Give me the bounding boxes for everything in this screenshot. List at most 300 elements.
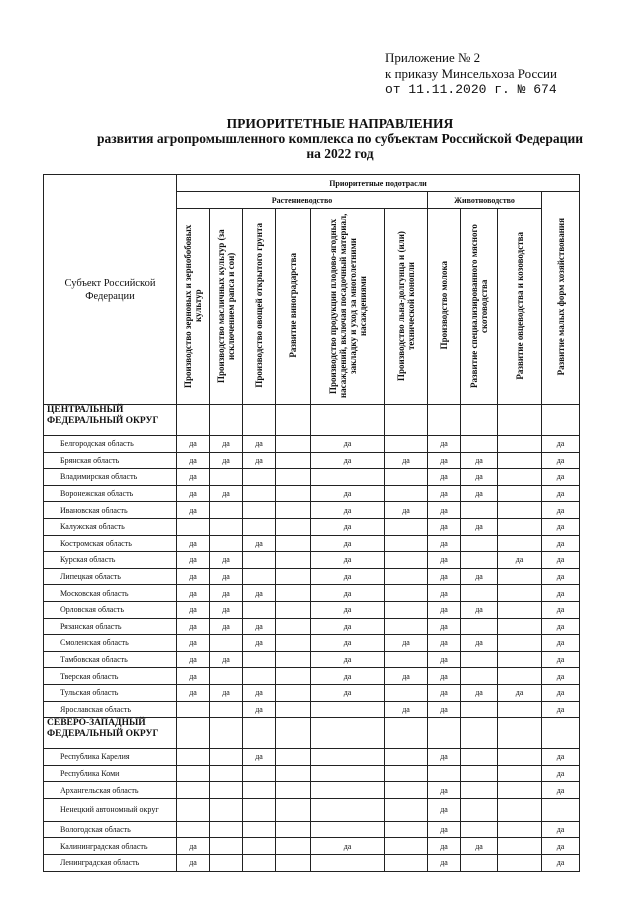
column-header-6	[385, 209, 428, 405]
priority-cell	[498, 469, 542, 486]
priority-cell	[276, 502, 311, 519]
empty-cell	[276, 718, 311, 749]
priority-cell: да	[311, 502, 385, 519]
column-label-9: Развитие овцеводства и козоводства	[514, 231, 525, 380]
priority-cell	[498, 749, 542, 766]
priority-cell	[498, 452, 542, 469]
priority-cell	[177, 798, 210, 821]
priority-cell	[210, 518, 243, 535]
priority-cell	[461, 585, 498, 602]
table-row	[44, 749, 580, 766]
priority-cell: да	[542, 651, 580, 668]
priority-cell: да	[177, 552, 210, 569]
table-row	[44, 618, 580, 635]
priority-cell	[428, 765, 461, 782]
priority-cell	[243, 798, 276, 821]
column-label-5: Производство продукции плодово-ягодных насаждений, включая посадочный материал, закладку и уход за многолетними насаждениями	[327, 213, 368, 398]
priority-cell: да	[243, 635, 276, 652]
region-name: Липецкая область	[44, 568, 177, 585]
column-label-6: Производство льна-долгунца и (или) технической конопли	[396, 230, 416, 381]
subject-header: Субъект Российской Федерации	[64, 277, 156, 302]
region-name: Смоленская область	[44, 635, 177, 652]
priority-cell	[498, 601, 542, 618]
priority-cell	[542, 798, 580, 821]
priority-cell: да	[461, 469, 498, 486]
empty-cell	[210, 405, 243, 436]
priority-cell: да	[542, 782, 580, 799]
priority-cell: да	[542, 452, 580, 469]
priority-cell	[385, 765, 428, 782]
priority-cell	[498, 568, 542, 585]
column-header-10	[542, 192, 580, 405]
priority-cell	[385, 855, 428, 872]
priority-cell	[276, 668, 311, 685]
priority-cell	[210, 782, 243, 799]
empty-cell	[177, 405, 210, 436]
priority-cell	[210, 749, 243, 766]
priority-cell: да	[461, 684, 498, 701]
priority-cell: да	[542, 502, 580, 519]
priority-cell	[276, 601, 311, 618]
priority-cell	[498, 782, 542, 799]
region-name: Ярославская область	[44, 701, 177, 718]
priority-cell	[243, 765, 276, 782]
priority-cell: да	[461, 601, 498, 618]
priority-cell: да	[428, 838, 461, 855]
priority-cell: да	[311, 838, 385, 855]
region-name: Курская область	[44, 552, 177, 569]
priority-cell: да	[542, 585, 580, 602]
priority-cell: да	[210, 601, 243, 618]
table-row	[44, 518, 580, 535]
priority-cell: да	[210, 585, 243, 602]
priority-cell: да	[461, 838, 498, 855]
column-label-4: Развитие виноградарства	[288, 253, 298, 358]
district-row	[44, 718, 580, 749]
region-name: Ненецкий автономный округ	[44, 798, 177, 821]
priority-cell	[498, 618, 542, 635]
priority-cell	[498, 585, 542, 602]
priority-cell	[243, 855, 276, 872]
priority-cell: да	[311, 518, 385, 535]
district-name: СЕВЕРО-ЗАПАДНЫЙ ФЕДЕРАЛЬНЫЙ ОКРУГ	[44, 718, 177, 749]
priority-cell	[498, 765, 542, 782]
priority-cell: да	[428, 651, 461, 668]
priority-cell: да	[177, 601, 210, 618]
document-title	[60, 116, 620, 161]
priority-cell: да	[428, 635, 461, 652]
region-name: Тульская область	[44, 684, 177, 701]
priority-cell	[210, 469, 243, 486]
priority-cell	[243, 518, 276, 535]
priority-cell: да	[243, 452, 276, 469]
appendix-line-2: к приказу Минсельхоза России	[385, 66, 557, 81]
priority-cell: да	[243, 436, 276, 453]
table-row	[44, 452, 580, 469]
empty-cell	[210, 718, 243, 749]
priority-cell: да	[461, 635, 498, 652]
region-name: Ленинградская область	[44, 855, 177, 872]
region-name: Рязанская область	[44, 618, 177, 635]
priority-cell	[276, 684, 311, 701]
priority-cell: да	[542, 601, 580, 618]
priority-cell: да	[428, 855, 461, 872]
priority-cell: да	[542, 668, 580, 685]
column-label-2: Производство масличных культур (за исключением рапса и сои)	[216, 228, 236, 383]
region-name: Республика Коми	[44, 765, 177, 782]
priority-cell: да	[311, 452, 385, 469]
appendix-line-1: Приложение № 2	[385, 50, 481, 65]
crop-header: Растениеводство	[177, 192, 428, 209]
column-header-3	[243, 209, 276, 405]
empty-cell	[542, 718, 580, 749]
priority-cell: да	[311, 618, 385, 635]
priority-cell	[461, 855, 498, 872]
priority-cell: да	[311, 651, 385, 668]
priority-cell: да	[177, 452, 210, 469]
column-label-3: Производство овощей открытого грунта	[254, 223, 264, 388]
priority-cell	[276, 838, 311, 855]
priority-cell	[385, 618, 428, 635]
priority-cell	[276, 535, 311, 552]
priority-cell: да	[428, 552, 461, 569]
priority-cell: да	[461, 452, 498, 469]
priority-cell	[461, 436, 498, 453]
table-row	[44, 651, 580, 668]
priority-cell	[385, 782, 428, 799]
priority-cell: да	[542, 684, 580, 701]
priority-cell	[243, 651, 276, 668]
priority-cell	[461, 821, 498, 838]
priority-cell: да	[177, 684, 210, 701]
priority-cell: да	[428, 585, 461, 602]
empty-cell	[461, 405, 498, 436]
priority-cell: да	[428, 452, 461, 469]
table-row	[44, 552, 580, 569]
priority-cell: да	[177, 436, 210, 453]
priority-cell	[276, 821, 311, 838]
priority-cell: да	[210, 684, 243, 701]
priority-cell: да	[542, 635, 580, 652]
region-name: Республика Карелия	[44, 749, 177, 766]
priority-cell	[243, 782, 276, 799]
priority-cell	[498, 668, 542, 685]
column-header-2	[210, 209, 243, 405]
priority-cell	[210, 765, 243, 782]
priority-cell	[276, 585, 311, 602]
priority-cell	[177, 701, 210, 718]
priority-cell: да	[177, 618, 210, 635]
district-name: ЦЕНТРАЛЬНЫЙ ФЕДЕРАЛЬНЫЙ ОКРУГ	[44, 405, 177, 436]
priority-cell: да	[461, 485, 498, 502]
priority-cell	[498, 502, 542, 519]
title-line-2: развития агропромышленного комплекса по субъектам Российской Федерации	[96, 131, 584, 146]
priority-cell	[276, 518, 311, 535]
priority-cell	[210, 821, 243, 838]
priority-cell	[461, 749, 498, 766]
region-name: Калужская область	[44, 518, 177, 535]
priority-cell: да	[311, 635, 385, 652]
priority-cell: да	[542, 535, 580, 552]
priority-cell	[276, 485, 311, 502]
region-name: Вологодская область	[44, 821, 177, 838]
priority-cell: да	[428, 518, 461, 535]
priority-cell	[461, 552, 498, 569]
table-row	[44, 635, 580, 652]
priority-cell	[385, 568, 428, 585]
title-line-3: на 2022 год	[306, 146, 374, 161]
priority-cell: да	[311, 568, 385, 585]
priority-cell: да	[542, 568, 580, 585]
priority-cell: да	[177, 485, 210, 502]
table-row	[44, 838, 580, 855]
priority-cell: да	[311, 552, 385, 569]
priority-cell	[243, 821, 276, 838]
region-name: Калининградская область	[44, 838, 177, 855]
priority-cell	[311, 469, 385, 486]
empty-cell	[243, 718, 276, 749]
appendix-line-3: от 11.11.2020 г. № 674	[385, 82, 557, 97]
empty-cell	[498, 718, 542, 749]
priority-cell	[243, 668, 276, 685]
table-row	[44, 782, 580, 799]
priority-cell	[276, 798, 311, 821]
region-name: Архангельская область	[44, 782, 177, 799]
empty-cell	[385, 718, 428, 749]
priority-cell	[276, 635, 311, 652]
table-row	[44, 585, 580, 602]
column-label-10: Развитие малых форм хозяйствования	[555, 218, 566, 376]
region-name: Костромская область	[44, 535, 177, 552]
priority-cell: да	[177, 838, 210, 855]
priority-cell	[276, 749, 311, 766]
priority-cell	[276, 469, 311, 486]
table-row	[44, 502, 580, 519]
priority-cell	[177, 749, 210, 766]
priority-cell: да	[311, 436, 385, 453]
priority-cell	[243, 502, 276, 519]
priority-cell	[276, 782, 311, 799]
priority-cell	[311, 782, 385, 799]
priority-cell: да	[311, 668, 385, 685]
empty-cell	[498, 405, 542, 436]
priority-cell	[498, 701, 542, 718]
priority-cell: да	[385, 502, 428, 519]
empty-cell	[177, 718, 210, 749]
column-header-8	[461, 209, 498, 405]
priority-cell: да	[177, 855, 210, 872]
priority-cell: да	[177, 469, 210, 486]
priority-cell	[498, 635, 542, 652]
region-name: Воронежская область	[44, 485, 177, 502]
region-name: Тамбовская область	[44, 651, 177, 668]
priority-cell: да	[243, 684, 276, 701]
priority-cell	[276, 436, 311, 453]
priority-cell	[243, 485, 276, 502]
priority-cell	[385, 535, 428, 552]
priority-cell	[311, 821, 385, 838]
priority-cell: да	[210, 552, 243, 569]
priority-cell	[385, 651, 428, 668]
priority-cell	[498, 838, 542, 855]
priority-cell	[461, 618, 498, 635]
table-row	[44, 701, 580, 718]
priority-cell: да	[311, 485, 385, 502]
priority-cell: да	[542, 518, 580, 535]
priority-cell	[243, 552, 276, 569]
priority-cell: да	[428, 821, 461, 838]
priority-cell: да	[385, 701, 428, 718]
priority-cell	[311, 765, 385, 782]
priority-cell	[385, 585, 428, 602]
priority-cell: да	[177, 568, 210, 585]
priority-cell: да	[542, 821, 580, 838]
priority-cell: да	[210, 452, 243, 469]
priority-cell	[243, 568, 276, 585]
priority-cell	[177, 518, 210, 535]
priority-cell	[461, 701, 498, 718]
priority-cell	[243, 838, 276, 855]
priority-cell	[385, 749, 428, 766]
priority-cell	[276, 618, 311, 635]
priority-cell	[461, 668, 498, 685]
priority-cell	[385, 821, 428, 838]
priority-cell: да	[542, 469, 580, 486]
priority-cell	[210, 535, 243, 552]
priority-cell: да	[428, 668, 461, 685]
priority-cell	[177, 765, 210, 782]
table-row	[44, 684, 580, 701]
priority-cell: да	[542, 436, 580, 453]
table-row	[44, 535, 580, 552]
empty-cell	[428, 405, 461, 436]
priority-cell	[210, 502, 243, 519]
priority-cell	[385, 798, 428, 821]
empty-cell	[311, 718, 385, 749]
livestock-header: Животноводство	[428, 192, 542, 209]
priority-cell	[210, 855, 243, 872]
priority-cell	[276, 765, 311, 782]
region-name: Ивановская область	[44, 502, 177, 519]
priority-cell	[243, 469, 276, 486]
priority-cell	[276, 651, 311, 668]
column-label-8: Развитие специализированного мясного скотоводства	[469, 223, 489, 388]
priority-cell: да	[542, 765, 580, 782]
priority-cell	[461, 782, 498, 799]
subject-header-cell	[44, 175, 177, 405]
priority-cell: да	[385, 668, 428, 685]
column-header-5	[311, 209, 385, 405]
priority-cell: да	[177, 668, 210, 685]
priority-cell	[385, 838, 428, 855]
priority-cell	[385, 436, 428, 453]
priority-cell	[385, 684, 428, 701]
priority-cell: да	[210, 618, 243, 635]
empty-cell	[542, 405, 580, 436]
empty-cell	[385, 405, 428, 436]
priority-cell	[498, 535, 542, 552]
priority-cell: да	[428, 701, 461, 718]
priority-cell	[461, 765, 498, 782]
priority-cell: да	[210, 436, 243, 453]
priority-cell	[276, 701, 311, 718]
priority-cell: да	[177, 502, 210, 519]
region-name: Белгородская область	[44, 436, 177, 453]
priority-cell	[461, 535, 498, 552]
empty-cell	[311, 405, 385, 436]
priority-cell	[276, 855, 311, 872]
column-header-7	[428, 209, 461, 405]
table-row	[44, 601, 580, 618]
priority-cell	[498, 651, 542, 668]
priority-cell	[461, 502, 498, 519]
priority-cell: да	[177, 651, 210, 668]
priority-cell: да	[428, 568, 461, 585]
priority-cell	[210, 635, 243, 652]
priority-cell	[210, 838, 243, 855]
priority-cell: да	[428, 436, 461, 453]
priority-cell: да	[311, 601, 385, 618]
priority-cell	[276, 552, 311, 569]
priority-cell: да	[542, 552, 580, 569]
priority-cell	[177, 782, 210, 799]
priority-cell: да	[177, 535, 210, 552]
appendix-note	[385, 50, 557, 98]
priorities-table	[43, 174, 580, 872]
priority-cell	[498, 855, 542, 872]
priority-cell: да	[243, 701, 276, 718]
priority-cell: да	[428, 535, 461, 552]
priority-cell	[210, 701, 243, 718]
column-label-1: Производство зерновых и зернобобовых культур	[183, 223, 203, 388]
table-row	[44, 668, 580, 685]
priority-cell: да	[210, 651, 243, 668]
priority-cell	[177, 821, 210, 838]
priority-cell: да	[542, 485, 580, 502]
priority-cell: да	[542, 701, 580, 718]
priority-cell: да	[243, 585, 276, 602]
priority-cell	[243, 601, 276, 618]
priority-cell	[385, 518, 428, 535]
priority-cell: да	[210, 568, 243, 585]
priority-cell	[276, 452, 311, 469]
empty-cell	[428, 718, 461, 749]
priority-cell: да	[210, 485, 243, 502]
priority-cell	[498, 436, 542, 453]
table-row	[44, 821, 580, 838]
priority-cell: да	[243, 535, 276, 552]
priority-cell	[461, 651, 498, 668]
priority-cell: да	[498, 552, 542, 569]
priority-cell	[498, 798, 542, 821]
priority-cell	[385, 485, 428, 502]
priority-cell: да	[428, 749, 461, 766]
priority-cell	[311, 749, 385, 766]
priority-cell: да	[542, 618, 580, 635]
priority-cell: да	[311, 535, 385, 552]
table-row	[44, 436, 580, 453]
priority-cell: да	[428, 684, 461, 701]
priority-cell: да	[311, 684, 385, 701]
table-row	[44, 485, 580, 502]
priority-cell	[498, 821, 542, 838]
empty-cell	[276, 405, 311, 436]
region-name: Тверская область	[44, 668, 177, 685]
priority-cell	[311, 855, 385, 872]
priority-cell: да	[428, 782, 461, 799]
column-header-9	[498, 209, 542, 405]
region-name: Орловская область	[44, 601, 177, 618]
